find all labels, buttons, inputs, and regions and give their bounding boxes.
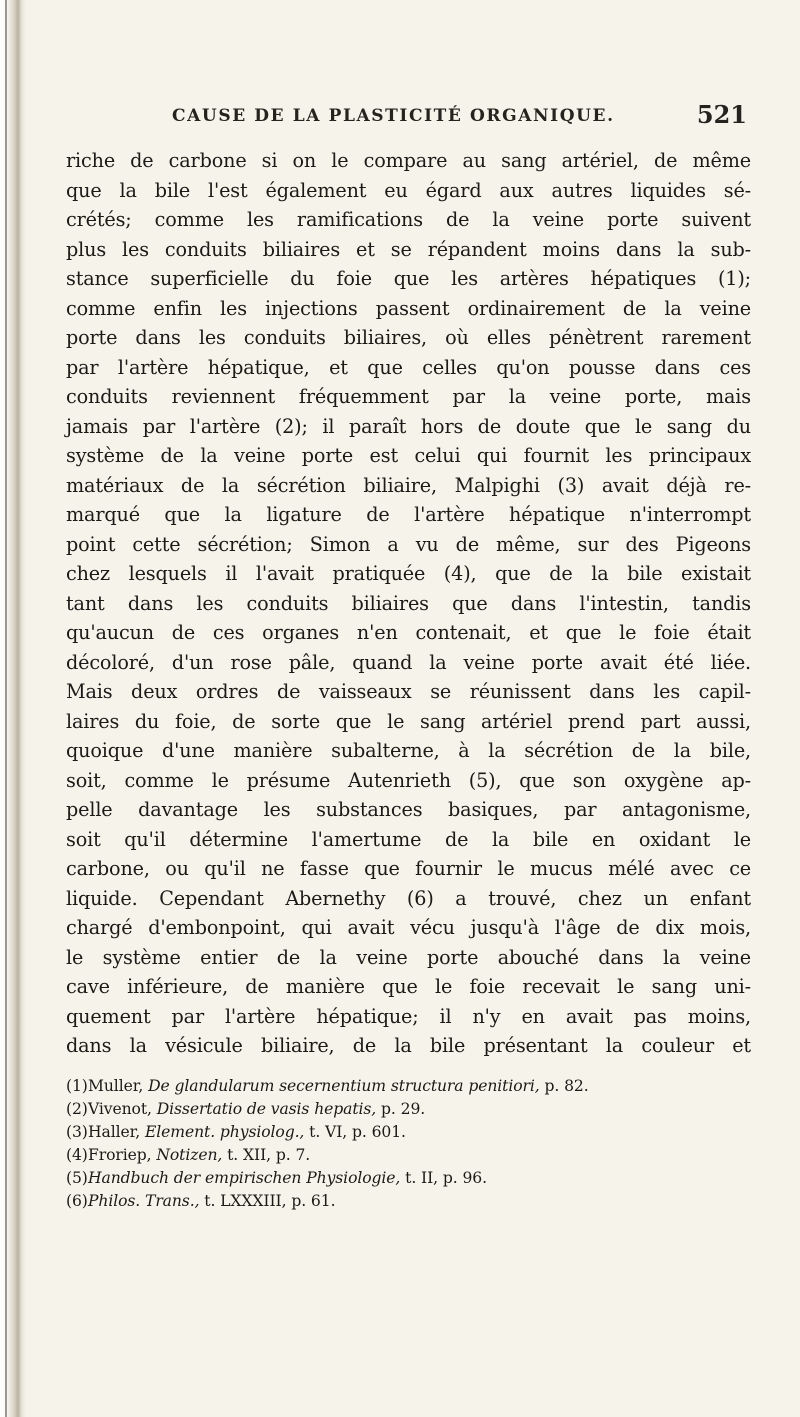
body-line: par l'artère hépatique, et que celles qu'on pousse dans ces (66, 355, 751, 379)
page-number: 521 (696, 100, 747, 129)
body-line: système de la veine porte est celui qui fournit les principaux (66, 444, 751, 467)
footnote-reference: t. XII, p. 7. (227, 1146, 311, 1164)
body-line: dans la vésicule biliaire, de la bile présentant la couleur et (66, 1034, 751, 1057)
body-text (66, 146, 751, 1061)
body-line: décoloré, d'un rose pâle, quand la veine porte avait été liée. (66, 650, 751, 674)
body-line: chargé d'embonpoint, qui avait vécu jusqu'à l'âge de dix mois, (66, 916, 751, 939)
body-line: matériaux de la sécrétion biliaire, Malpighi (3) avait déjà re- (66, 473, 751, 497)
body-line: jamais par l'artère (2); il paraît hors de doute que le sang du (66, 414, 751, 438)
body-line: tant dans les conduits biliaires que dans l'intestin, tandis (66, 591, 751, 615)
body-line: que la bile l'est également eu égard aux autres liquides sé- (66, 178, 751, 202)
footnote-number: (2) (66, 1100, 88, 1118)
body-line: point cette sécrétion; Simon a vu de même, sur des Pigeons (66, 532, 751, 556)
footnote-number: (4) (66, 1146, 88, 1164)
body-line: porte dans les conduits biliaires, où elles pénètrent rarement (66, 326, 751, 349)
footnote (66, 1075, 751, 1098)
footnote (66, 1121, 751, 1144)
page-binding-edge (0, 0, 26, 1417)
body-line: marqué que la ligature de l'artère hépatique n'interrompt (66, 503, 751, 526)
footnote-reference: t. VI, p. 601. (309, 1123, 406, 1141)
footnote-title: Element. physiolog., (144, 1123, 305, 1141)
footnote-title: Handbuch der empirischen Physiologie, (88, 1169, 401, 1187)
footnote-title: Philos. Trans., (88, 1192, 200, 1210)
footnote-title: Dissertatio de vasis hepatis, (156, 1100, 377, 1118)
body-line: liquide. Cependant Abernethy (6) a trouvé, chez un enfant (66, 886, 751, 910)
footnote-title: De glandularum secernentium structura penitiori, (148, 1077, 540, 1095)
footnote-number: (5) (66, 1169, 88, 1187)
footnote-reference: t. II, p. 96. (405, 1169, 487, 1187)
page-header (172, 100, 747, 134)
footnotes (66, 1075, 751, 1213)
body-line: riche de carbone si on le compare au sang artériel, de même (66, 149, 751, 172)
body-line: soit, comme le présume Autenrieth (5), que son oxygène ap- (66, 768, 751, 792)
footnote-number: (1) (66, 1077, 88, 1095)
footnote-title: Notizen, (156, 1146, 223, 1164)
footnote (66, 1167, 751, 1190)
body-line: Mais deux ordres de vaisseaux se réunissent dans les capil- (66, 680, 751, 703)
body-line: soit qu'il détermine l'amertume de la bile en oxidant le (66, 827, 751, 851)
body-line: pelle davantage les substances basiques, par antagonisme, (66, 798, 751, 821)
footnote-number: (6) (66, 1192, 88, 1210)
body-line: chez lesquels il l'avait pratiquée (4), que de la bile existait (66, 562, 751, 585)
footnote-author: Haller, (88, 1123, 141, 1141)
footnote-reference: p. 82. (544, 1077, 589, 1095)
body-line: le système entier de la veine porte abouché dans la veine (66, 945, 751, 969)
binding-shadow-line (5, 0, 7, 1417)
footnote (66, 1144, 751, 1167)
body-line: stance superficielle du foie que les artères hépatiques (1); (66, 267, 751, 290)
body-line: quoique d'une manière subalterne, à la sécrétion de la bile, (66, 739, 751, 762)
footnote-reference: p. 29. (381, 1100, 426, 1118)
body-line: conduits reviennent fréquemment par la veine porte, mais (66, 385, 751, 408)
footnote-author: Muller, (88, 1077, 144, 1095)
footnote (66, 1098, 751, 1121)
body-line: comme enfin les injections passent ordinairement de la veine (66, 296, 751, 320)
body-line: plus les conduits biliaires et se répandent moins dans la sub- (66, 237, 751, 261)
running-head: CAUSE DE LA PLASTICITÉ ORGANIQUE. (172, 106, 615, 126)
footnote-author: Vivenot, (88, 1100, 152, 1118)
body-line: quement par l'artère hépatique; il n'y en avait pas moins, (66, 1004, 751, 1028)
body-line: qu'aucun de ces organes n'en contenait, et que le foie était (66, 621, 751, 644)
body-line: laires du foie, de sorte que le sang artériel prend part aussi, (66, 709, 751, 733)
footnote-reference: t. LXXXIII, p. 61. (204, 1192, 336, 1210)
body-line: cave inférieure, de manière que le foie recevait le sang uni- (66, 975, 751, 998)
body-line: carbone, ou qu'il ne fasse que fournir le mucus mélé avec ce (66, 857, 751, 880)
body-line: crétés; comme les ramifications de la veine porte suivent (66, 208, 751, 231)
footnote-number: (3) (66, 1123, 88, 1141)
footnote (66, 1190, 751, 1213)
footnote-author: Froriep, (88, 1146, 152, 1164)
